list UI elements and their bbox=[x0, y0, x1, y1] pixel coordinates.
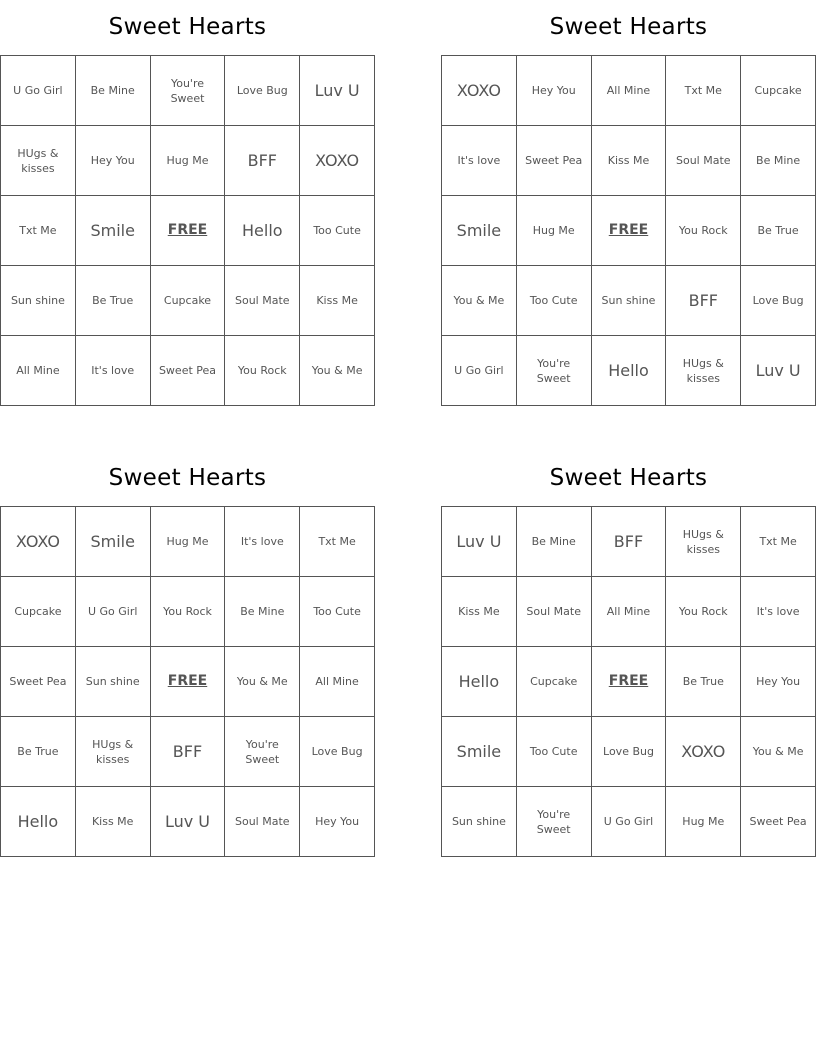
card-title: Sweet Hearts bbox=[549, 14, 708, 40]
bingo-cell: Be Mine bbox=[76, 56, 151, 126]
bingo-cell: Sweet Pea bbox=[741, 787, 816, 857]
bingo-cell: HUgs & kisses bbox=[666, 336, 741, 406]
bingo-cell: XOXO bbox=[666, 717, 741, 787]
bingo-cell: Love Bug bbox=[300, 717, 375, 787]
bingo-cell: BFF bbox=[592, 507, 667, 577]
bingo-cell: Be Mine bbox=[225, 577, 300, 647]
bingo-cell: It's love bbox=[741, 577, 816, 647]
bingo-cell: Too Cute bbox=[517, 717, 592, 787]
bingo-cell: You & Me bbox=[225, 647, 300, 717]
free-space-cell: FREE bbox=[592, 196, 667, 266]
bingo-cell: It's love bbox=[442, 126, 517, 196]
bingo-cell: You're Sweet bbox=[517, 336, 592, 406]
bingo-cell: Txt Me bbox=[666, 56, 741, 126]
bingo-cell: It's love bbox=[76, 336, 151, 406]
bingo-cell: Hug Me bbox=[517, 196, 592, 266]
bingo-cell: Smile bbox=[76, 507, 151, 577]
bingo-cell: Smile bbox=[76, 196, 151, 266]
bingo-cell: You're Sweet bbox=[151, 56, 226, 126]
bingo-grid bbox=[441, 55, 816, 406]
bingo-cell: Hug Me bbox=[151, 507, 226, 577]
bingo-cell: Soul Mate bbox=[517, 577, 592, 647]
bingo-cell: U Go Girl bbox=[1, 56, 76, 126]
bingo-cell: Luv U bbox=[151, 787, 226, 857]
bingo-cell: Love Bug bbox=[592, 717, 667, 787]
bingo-grid bbox=[0, 506, 375, 857]
bingo-cell: Be True bbox=[741, 196, 816, 266]
bingo-grid bbox=[441, 506, 816, 857]
bingo-cell: Luv U bbox=[741, 336, 816, 406]
bingo-cell: Cupcake bbox=[1, 577, 76, 647]
bingo-cell: Sweet Pea bbox=[151, 336, 226, 406]
bingo-cell: Sweet Pea bbox=[517, 126, 592, 196]
bingo-card-4 bbox=[441, 451, 816, 857]
bingo-cell: You're Sweet bbox=[225, 717, 300, 787]
bingo-cell: All Mine bbox=[592, 56, 667, 126]
bingo-cell: Be Mine bbox=[517, 507, 592, 577]
bingo-cell: Hug Me bbox=[151, 126, 226, 196]
bingo-cell: Cupcake bbox=[517, 647, 592, 717]
bingo-cell: BFF bbox=[151, 717, 226, 787]
free-space-cell: FREE bbox=[151, 647, 226, 717]
bingo-cell: Too Cute bbox=[300, 577, 375, 647]
bingo-cell: Hug Me bbox=[666, 787, 741, 857]
bingo-cell: Kiss Me bbox=[442, 577, 517, 647]
bingo-cell: All Mine bbox=[592, 577, 667, 647]
bingo-card-2 bbox=[441, 0, 816, 406]
bingo-cell: HUgs & kisses bbox=[76, 717, 151, 787]
bingo-cell: Soul Mate bbox=[666, 126, 741, 196]
bingo-cell: Hello bbox=[225, 196, 300, 266]
bingo-cell: Soul Mate bbox=[225, 787, 300, 857]
bingo-cell: It's love bbox=[225, 507, 300, 577]
bingo-card-3 bbox=[0, 451, 375, 857]
bingo-cell: Be True bbox=[666, 647, 741, 717]
card-title: Sweet Hearts bbox=[108, 14, 267, 40]
bingo-cell: You & Me bbox=[741, 717, 816, 787]
bingo-cell: Be True bbox=[76, 266, 151, 336]
bingo-grid bbox=[0, 55, 375, 406]
bingo-cell: Sun shine bbox=[1, 266, 76, 336]
bingo-cell: XOXO bbox=[442, 56, 517, 126]
bingo-cell: U Go Girl bbox=[76, 577, 151, 647]
bingo-cell: Hello bbox=[1, 787, 76, 857]
bingo-cell: Cupcake bbox=[741, 56, 816, 126]
bingo-cell: BFF bbox=[225, 126, 300, 196]
card-title: Sweet Hearts bbox=[549, 465, 708, 491]
free-space-cell: FREE bbox=[592, 647, 667, 717]
bingo-cell: Luv U bbox=[300, 56, 375, 126]
bingo-cell: Be True bbox=[1, 717, 76, 787]
bingo-cell: Smile bbox=[442, 196, 517, 266]
bingo-cell: You Rock bbox=[225, 336, 300, 406]
bingo-cell: Sun shine bbox=[442, 787, 517, 857]
bingo-cell: Too Cute bbox=[300, 196, 375, 266]
bingo-cell: You Rock bbox=[666, 196, 741, 266]
card-title: Sweet Hearts bbox=[108, 465, 267, 491]
bingo-cell: U Go Girl bbox=[442, 336, 517, 406]
bingo-cell: Txt Me bbox=[1, 196, 76, 266]
bingo-cell: Kiss Me bbox=[592, 126, 667, 196]
bingo-cell: Hey You bbox=[300, 787, 375, 857]
bingo-cell: Love Bug bbox=[225, 56, 300, 126]
bingo-cell: Hey You bbox=[741, 647, 816, 717]
bingo-cell: You Rock bbox=[151, 577, 226, 647]
bingo-cell: Sweet Pea bbox=[1, 647, 76, 717]
bingo-cell: Kiss Me bbox=[76, 787, 151, 857]
bingo-cell: Smile bbox=[442, 717, 517, 787]
bingo-cell: Txt Me bbox=[300, 507, 375, 577]
bingo-cell: Hey You bbox=[76, 126, 151, 196]
bingo-cell: Love Bug bbox=[741, 266, 816, 336]
free-space-cell: FREE bbox=[151, 196, 226, 266]
bingo-cell: Be Mine bbox=[741, 126, 816, 196]
bingo-cell: Kiss Me bbox=[300, 266, 375, 336]
bingo-cell: U Go Girl bbox=[592, 787, 667, 857]
bingo-cell: Cupcake bbox=[151, 266, 226, 336]
bingo-cell: XOXO bbox=[300, 126, 375, 196]
bingo-cell: You & Me bbox=[300, 336, 375, 406]
bingo-cell: Soul Mate bbox=[225, 266, 300, 336]
bingo-cell: All Mine bbox=[1, 336, 76, 406]
bingo-cell: Hello bbox=[442, 647, 517, 717]
bingo-cell: Sun shine bbox=[76, 647, 151, 717]
bingo-cell: Hello bbox=[592, 336, 667, 406]
bingo-cell: HUgs & kisses bbox=[666, 507, 741, 577]
bingo-cell: You Rock bbox=[666, 577, 741, 647]
bingo-cell: You & Me bbox=[442, 266, 517, 336]
bingo-cell: All Mine bbox=[300, 647, 375, 717]
bingo-cell: Luv U bbox=[442, 507, 517, 577]
bingo-card-1 bbox=[0, 0, 375, 406]
bingo-cell: XOXO bbox=[1, 507, 76, 577]
bingo-cell: Hey You bbox=[517, 56, 592, 126]
bingo-cell: BFF bbox=[666, 266, 741, 336]
bingo-cell: You're Sweet bbox=[517, 787, 592, 857]
bingo-cell: HUgs & kisses bbox=[1, 126, 76, 196]
bingo-cell: Txt Me bbox=[741, 507, 816, 577]
bingo-cell: Too Cute bbox=[517, 266, 592, 336]
bingo-cell: Sun shine bbox=[592, 266, 667, 336]
